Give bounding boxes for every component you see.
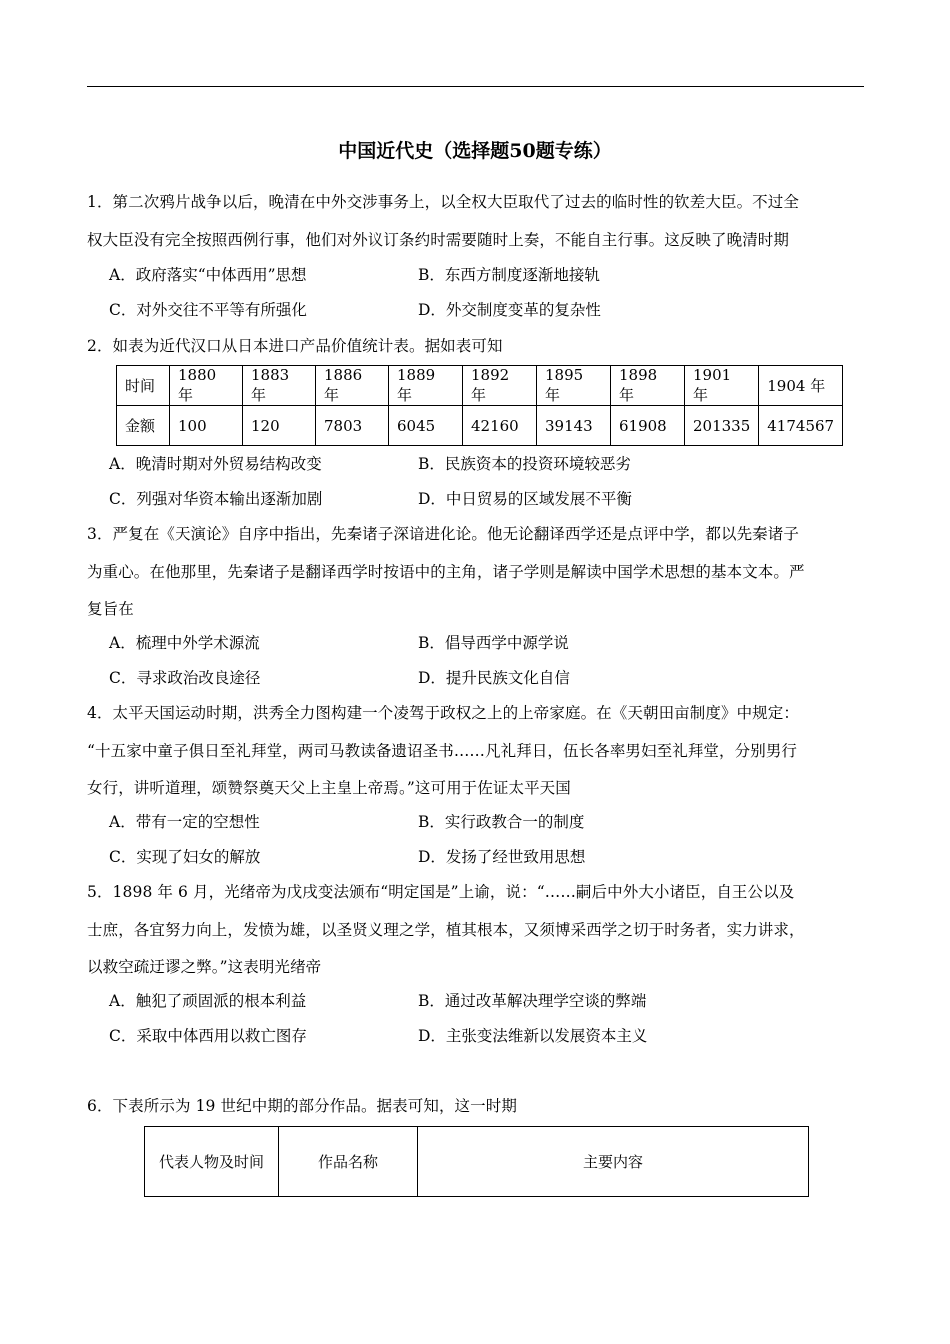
header-rule (87, 86, 864, 87)
q2-stem-line-1: 2．如表为近代汉口从日本进口产品价值统计表。据如表可知 (87, 337, 503, 355)
q1-option-c[interactable]: C．对外交往不平等有所强化 (109, 301, 307, 319)
table-cell: 61908 (611, 406, 685, 446)
q3-option-d[interactable]: D．提升民族文化自信 (418, 669, 570, 687)
q2-option-b[interactable]: B．民族资本的投资环境较恶劣 (418, 455, 631, 473)
table-cell: 时间 (117, 366, 170, 406)
table-cell: 1901 年 (685, 366, 759, 406)
table-cell: 1892 年 (463, 366, 537, 406)
q4-stem-line-3: 女行，讲听道理，颂赞祭奠天父上主皇上帝焉。”这可用于佐证太平天国 (87, 779, 571, 797)
table-header-person: 代表人物及时间 (145, 1127, 279, 1197)
q5-option-b[interactable]: B．通过改革解决理学空谈的弊端 (418, 992, 647, 1010)
table-cell: 39143 (537, 406, 611, 446)
q5-option-c[interactable]: C．采取中体西用以救亡图存 (109, 1027, 307, 1045)
q4-stem-line-2: “十五家中童子俱日至礼拜堂，两司马教读备遗诏圣书……凡礼拜日，伍长各率男妇至礼拜堂，分别男行 (87, 742, 798, 760)
q4-option-d[interactable]: D．发扬了经世致用思想 (418, 848, 586, 866)
works-table (144, 1126, 809, 1197)
q3-option-c[interactable]: C．寻求政治改良途径 (109, 669, 261, 687)
q2-option-d[interactable]: D．中日贸易的区域发展不平衡 (418, 490, 632, 508)
q3-option-a[interactable]: A．梳理中外学术源流 (109, 634, 260, 652)
q1-stem-line-1: 1．第二次鸦片战争以后，晚清在中外交涉事务上，以全权大臣取代了过去的临时性的钦差大臣。不过全 (87, 193, 799, 211)
page-title: 中国近代史（选择题50题专练） (338, 140, 612, 162)
q1-option-d[interactable]: D．外交制度变革的复杂性 (418, 301, 601, 319)
table-cell: 1886 年 (316, 366, 389, 406)
table-row (145, 1127, 809, 1197)
table-cell: 7803 (316, 406, 389, 446)
import-value-table (116, 365, 843, 446)
q4-option-a[interactable]: A．带有一定的空想性 (109, 813, 260, 831)
table-cell: 1904 年 (759, 366, 843, 406)
table-header-content: 主要内容 (418, 1127, 809, 1197)
q3-stem-line-3: 复旨在 (87, 600, 134, 618)
q5-option-a[interactable]: A．触犯了顽固派的根本利益 (109, 992, 307, 1010)
q5-stem-line-3: 以救空疏迂谬之弊。”这表明光绪帝 (87, 958, 322, 976)
table-row (117, 366, 843, 406)
q3-stem-line-2: 为重心。在他那里，先秦诸子是翻译西学时按语中的主角，诸子学则是解读中国学术思想的基本文本。严 (87, 563, 805, 581)
table-cell: 金额 (117, 406, 170, 446)
table-cell: 1898 年 (611, 366, 685, 406)
table-cell: 1895 年 (537, 366, 611, 406)
table-cell: 6045 (389, 406, 463, 446)
q2-option-c[interactable]: C．列强对华资本输出逐渐加剧 (109, 490, 323, 508)
q1-stem-line-2: 权大臣没有完全按照西例行事，他们对外议订条约时需要随时上奏，不能自主行事。这反映了晚清时期 (87, 231, 790, 249)
q6-stem-line-1: 6．下表所示为 19 世纪中期的部分作品。据表可知，这一时期 (87, 1097, 517, 1115)
table-header-work: 作品名称 (279, 1127, 418, 1197)
q3-option-b[interactable]: B．倡导西学中源学说 (418, 634, 569, 652)
q1-option-b[interactable]: B．东西方制度逐渐地接轨 (418, 266, 600, 284)
q4-option-b[interactable]: B．实行政教合一的制度 (418, 813, 585, 831)
table-cell: 120 (243, 406, 316, 446)
table-cell: 4174567 (759, 406, 843, 446)
table-cell: 1889 年 (389, 366, 463, 406)
table-cell: 201335 (685, 406, 759, 446)
table-cell: 100 (170, 406, 243, 446)
table-cell: 1883 年 (243, 366, 316, 406)
table-cell: 42160 (463, 406, 537, 446)
table-cell: 1880 年 (170, 366, 243, 406)
q5-stem-line-2: 士庶，各宜努力向上，发愤为雄，以圣贤义理之学，植其根本，又须博采西学之切于时务者，实力讲求， (87, 921, 805, 939)
q3-stem-line-1: 3．严复在《天演论》自序中指出，先秦诸子深谙进化论。他无论翻译西学还是点评中学，都以先秦诸子 (87, 525, 799, 543)
q4-option-c[interactable]: C．实现了妇女的解放 (109, 848, 261, 866)
table-row (117, 406, 843, 446)
q5-option-d[interactable]: D．主张变法维新以发展资本主义 (418, 1027, 648, 1045)
q4-stem-line-1: 4．太平天国运动时期，洪秀全力图构建一个凌驾于政权之上的上帝家庭。在《天朝田亩制度》中规定： (87, 704, 799, 722)
q1-option-a[interactable]: A．政府落实“中体西用”思想 (109, 266, 307, 284)
q5-stem-line-1: 5．1898 年 6 月，光绪帝为戊戌变法颁布“明定国是”上谕，说：“……嗣后中外大小诸臣，自王公以及 (87, 883, 795, 901)
q2-option-a[interactable]: A．晚清时期对外贸易结构改变 (109, 455, 322, 473)
